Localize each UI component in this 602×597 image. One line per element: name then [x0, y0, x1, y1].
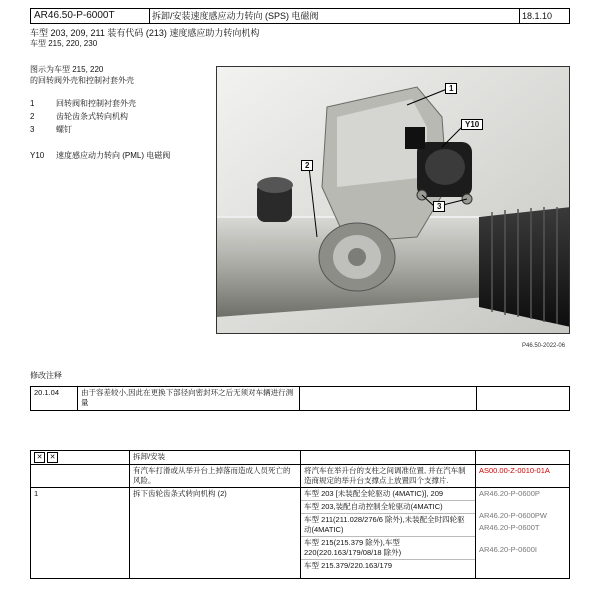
reference-link-variant-3[interactable]: AR46.20-P-0600T — [479, 523, 540, 532]
revision-table — [30, 386, 570, 411]
reference-link-variant-4[interactable]: AR46.20-P-0600I — [479, 545, 537, 554]
applicability-line-2: 车型 215, 220, 230 — [30, 39, 98, 48]
variant-5: 车型 215.379/220.163/179 — [301, 559, 475, 572]
figure-note-line-2: 的回转阀外壳和控制衬套外壳 — [30, 76, 134, 85]
callout-3: 3 — [433, 201, 445, 212]
steps-table — [30, 450, 570, 579]
reference-link-variant-1[interactable]: AR46.20-P-0600P — [479, 489, 540, 498]
applicability-line-1: 车型 203, 209, 211 装有代码 (213) 速度感应助力转向机构 — [30, 28, 260, 38]
document-header — [30, 8, 570, 24]
tool-icons — [31, 451, 130, 465]
legend-item-y10: Y10 速度感应动力转向 (PML) 电磁阀 — [30, 151, 171, 160]
variant-3: 车型 211(211.028/276/6 除外),未装配全时四轮驱动(4MATIC) — [301, 513, 475, 536]
step-task: 拆下齿轮齿条式转向机构 (2) — [130, 488, 301, 579]
revision-date: 20.1.04 — [31, 387, 78, 411]
variant-2: 车型 203,装配自动控制全轮驱动(4MATIC) — [301, 500, 475, 513]
document-id: AR46.50-P-6000T — [34, 10, 115, 21]
revision-heading: 修改注释 — [30, 371, 62, 380]
figure-note-line-1: 图示为车型 215, 220 — [30, 65, 104, 74]
document-title: 拆卸/安装速度感应动力转向 (SPS) 电磁阀 — [152, 11, 319, 21]
reference-link-lift[interactable]: AS00.00-Z-0010-01A — [476, 465, 570, 488]
step-number: 1 — [31, 488, 130, 579]
legend-item-2: 2 齿轮齿条式转向机构 — [30, 112, 128, 121]
photo-caption: P46.50-2022-06 — [522, 343, 566, 349]
variant-1: 车型 203 [未装配全轮驱动 (4MATIC)], 209 — [304, 489, 444, 498]
callout-y10: Y10 — [461, 119, 483, 130]
document-date: 18.1.10 — [522, 11, 553, 21]
crossed-box-icon: ✕ — [34, 452, 45, 463]
revision-text: 由于容差较小,因此在更换下部径向密封环之后无须对车辆进行测量 — [78, 387, 300, 411]
lift-instruction: 将汽车在举升台的支柱之间调准位置, 并在汽车制造商规定的举升台支撑点上放置四个支撑片. — [301, 465, 476, 488]
legend-item-1: 1 回转阀和控制衬套外壳 — [30, 99, 136, 108]
warning-text: 有汽车打滑或从举升台上掉落而造成人员死亡的风险。 — [130, 465, 301, 488]
reference-link-variant-2[interactable]: AR46.20-P-0600PW — [479, 511, 547, 520]
callout-1: 1 — [445, 83, 457, 94]
reference-link-variant-5[interactable] — [476, 566, 569, 578]
variant-4: 车型 215(215.379 除外),车型 220(220.163/179/08/18 除外) — [301, 536, 475, 559]
callout-2: 2 — [301, 160, 313, 171]
steering-gear-photo — [216, 66, 570, 334]
steps-heading: 拆卸/安装 — [130, 451, 301, 465]
legend-item-3: 3 螺钉 — [30, 125, 72, 134]
steering-gear-illustration — [217, 67, 570, 334]
crossed-box-icon: ✕ — [47, 452, 58, 463]
